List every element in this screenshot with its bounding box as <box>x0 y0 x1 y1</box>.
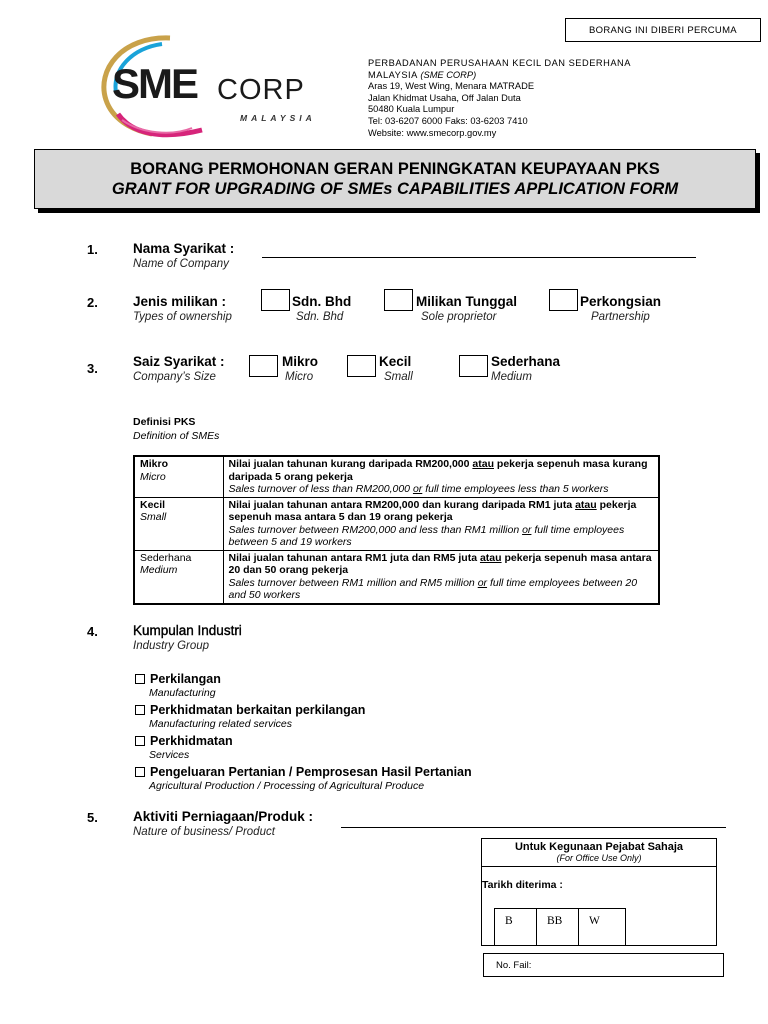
q1-label: Nama Syarikat : <box>133 241 235 256</box>
address-line: Tel: 03-6207 6000 Faks: 03-6203 7410 <box>368 115 528 126</box>
ownership-option-label: Perkongsian <box>580 294 662 309</box>
address-line: PERBADANAN PERUSAHAAN KECIL DAN SEDERHANA <box>368 58 631 68</box>
category-definition-en: Sales turnover between RM200,000 and less than RM1 million or full time employees between 5 and 19 workers <box>228 523 625 548</box>
size-micro-checkbox[interactable] <box>249 355 278 377</box>
q5-label: Aktiviti Perniagaan/Produk : <box>133 809 314 824</box>
office-use-box <box>481 838 717 946</box>
logo-sme-text: SME <box>112 60 198 107</box>
category-definition: Nilai jualan tahunan antara RM200,000 dan kurang daripada RM1 juta atau pekerja sepenuh masa antara 5 dan 19 orang pekerja <box>228 498 637 523</box>
q3-number: 3. <box>87 361 98 376</box>
office-code-boxes <box>494 908 626 946</box>
free-form-badge: BORANG INI DIBERI PERCUMA <box>565 18 761 42</box>
form-title-malay: BORANG PERMOHONAN GERAN PENINGKATAN KEUPAYAAN PKS <box>130 160 660 178</box>
ownership-option-label: Sdn. Bhd <box>292 294 352 309</box>
size-small-checkbox[interactable] <box>347 355 376 377</box>
form-title-box <box>34 149 756 209</box>
logo-corp-text: CORP <box>217 74 305 106</box>
sme-definition-table <box>133 455 660 605</box>
form-title-english: GRANT FOR UPGRADING OF SMEs CAPABILITIES APPLICATION FORM <box>111 180 679 198</box>
file-number-field[interactable]: No. Fail: <box>483 953 724 977</box>
industry-option-sublabel: Manufacturing related services <box>149 718 292 730</box>
size-option-label: Sederhana <box>491 354 561 369</box>
size-option-sublabel: Small <box>384 371 413 383</box>
address-line: Jalan Khidmat Usaha, Off Jalan Duta <box>368 92 521 103</box>
ownership-option-sublabel: Partnership <box>591 311 650 323</box>
table-row <box>134 456 659 497</box>
industry-agriculture-option[interactable]: Pengeluaran Pertanian / Pemprosesan Hasil Pertanian <box>135 765 472 779</box>
category-definition-en: Sales turnover of less than RM200,000 or full time employees less than 5 workers <box>228 483 609 495</box>
category-name: Sederhana <box>140 551 192 564</box>
industry-services-option[interactable]: Perkhidmatan <box>135 734 233 748</box>
industry-mfg-services-option[interactable]: Perkhidmatan berkaitan perkilangan <box>135 703 365 717</box>
table-row <box>134 550 659 604</box>
office-code-cell[interactable]: B <box>495 909 537 945</box>
category-name-en: Micro <box>140 470 166 483</box>
category-name-en: Medium <box>140 564 178 576</box>
office-use-title: Untuk Kegunaan Pejabat Sahaja <box>514 841 684 853</box>
industry-option-sublabel: Agricultural Production / Processing of Agricultural Produce <box>149 780 425 792</box>
q3-sublabel: Company’s Size <box>133 371 216 383</box>
size-option-sublabel: Micro <box>285 371 314 383</box>
q5-sublabel: Nature of business/ Product <box>133 826 275 838</box>
office-use-header <box>482 839 716 867</box>
q4-label: Kumpulan Industri <box>133 623 242 638</box>
q2-number: 2. <box>87 295 98 310</box>
industry-manufacturing-option[interactable]: Perkilangan <box>135 672 221 686</box>
category-definition: Nilai jualan tahunan kurang daripada RM200,000 atau pekerja sepenuh masa kurang daripada 5 orang pekerja <box>228 458 648 483</box>
ownership-option-sublabel: Sdn. Bhd <box>296 311 344 323</box>
size-option-label: Mikro <box>282 354 319 369</box>
checkbox-icon[interactable] <box>135 674 145 684</box>
date-received-label: Tarikh diterima : <box>482 879 563 891</box>
industry-option-sublabel: Manufacturing <box>149 687 216 699</box>
q2-sublabel: Types of ownership <box>133 311 232 323</box>
address-line: Aras 19, West Wing, Menara MATRADE <box>368 81 535 92</box>
q2-label: Jenis milikan : <box>133 294 227 309</box>
q5-number: 5. <box>87 810 98 825</box>
ownership-option-label: Milikan Tunggal <box>416 294 517 309</box>
size-medium-checkbox[interactable] <box>459 355 488 377</box>
ownership-option-sublabel: Sole proprietor <box>421 311 497 323</box>
size-option-sublabel: Medium <box>491 371 532 383</box>
checkbox-icon[interactable] <box>135 705 145 715</box>
checkbox-icon[interactable] <box>135 736 145 746</box>
logo-country-text: MALAYSIA <box>240 113 316 123</box>
business-nature-field[interactable] <box>341 827 726 828</box>
category-definition: Nilai jualan tahunan antara RM1 juta dan RM5 juta atau pekerja sepenuh masa antara 20 dan 50 orang pekerja <box>228 551 652 576</box>
q1-sublabel: Name of Company <box>133 258 229 270</box>
q1-number: 1. <box>87 242 98 257</box>
agency-address <box>368 58 688 139</box>
office-use-subtitle: (For Office Use Only) <box>556 853 642 863</box>
smecorp-logo <box>92 30 342 140</box>
address-line: MALAYSIA (SME CORP) <box>368 69 477 80</box>
company-name-field[interactable] <box>262 257 696 258</box>
checkbox-icon[interactable] <box>135 767 145 777</box>
office-code-cell[interactable]: BB <box>537 909 579 945</box>
q4-number: 4. <box>87 624 98 639</box>
address-line: 50480 Kuala Lumpur <box>368 104 455 115</box>
size-option-label: Kecil <box>379 354 412 369</box>
category-name-en: Small <box>140 511 167 523</box>
q3-label: Saiz Syarikat : <box>133 354 225 369</box>
ownership-sdnbhd-checkbox[interactable] <box>261 289 290 311</box>
category-name: Mikro <box>140 458 169 470</box>
ownership-partnership-checkbox[interactable] <box>549 289 578 311</box>
definition-subtitle: Definition of SMEs <box>133 430 220 442</box>
table-row <box>134 497 659 550</box>
address-website: Website: www.smecorp.gov.my <box>368 127 497 138</box>
category-name: Kecil <box>140 498 166 511</box>
ownership-sole-checkbox[interactable] <box>384 289 413 311</box>
category-definition-en: Sales turnover between RM1 million and RM5 million or full time employees between 20 and 50 workers <box>228 576 638 601</box>
definition-title: Definisi PKS <box>133 416 196 428</box>
industry-option-sublabel: Services <box>149 749 190 761</box>
office-code-cell[interactable]: W <box>589 915 600 927</box>
q4-sublabel: Industry Group <box>133 640 210 652</box>
